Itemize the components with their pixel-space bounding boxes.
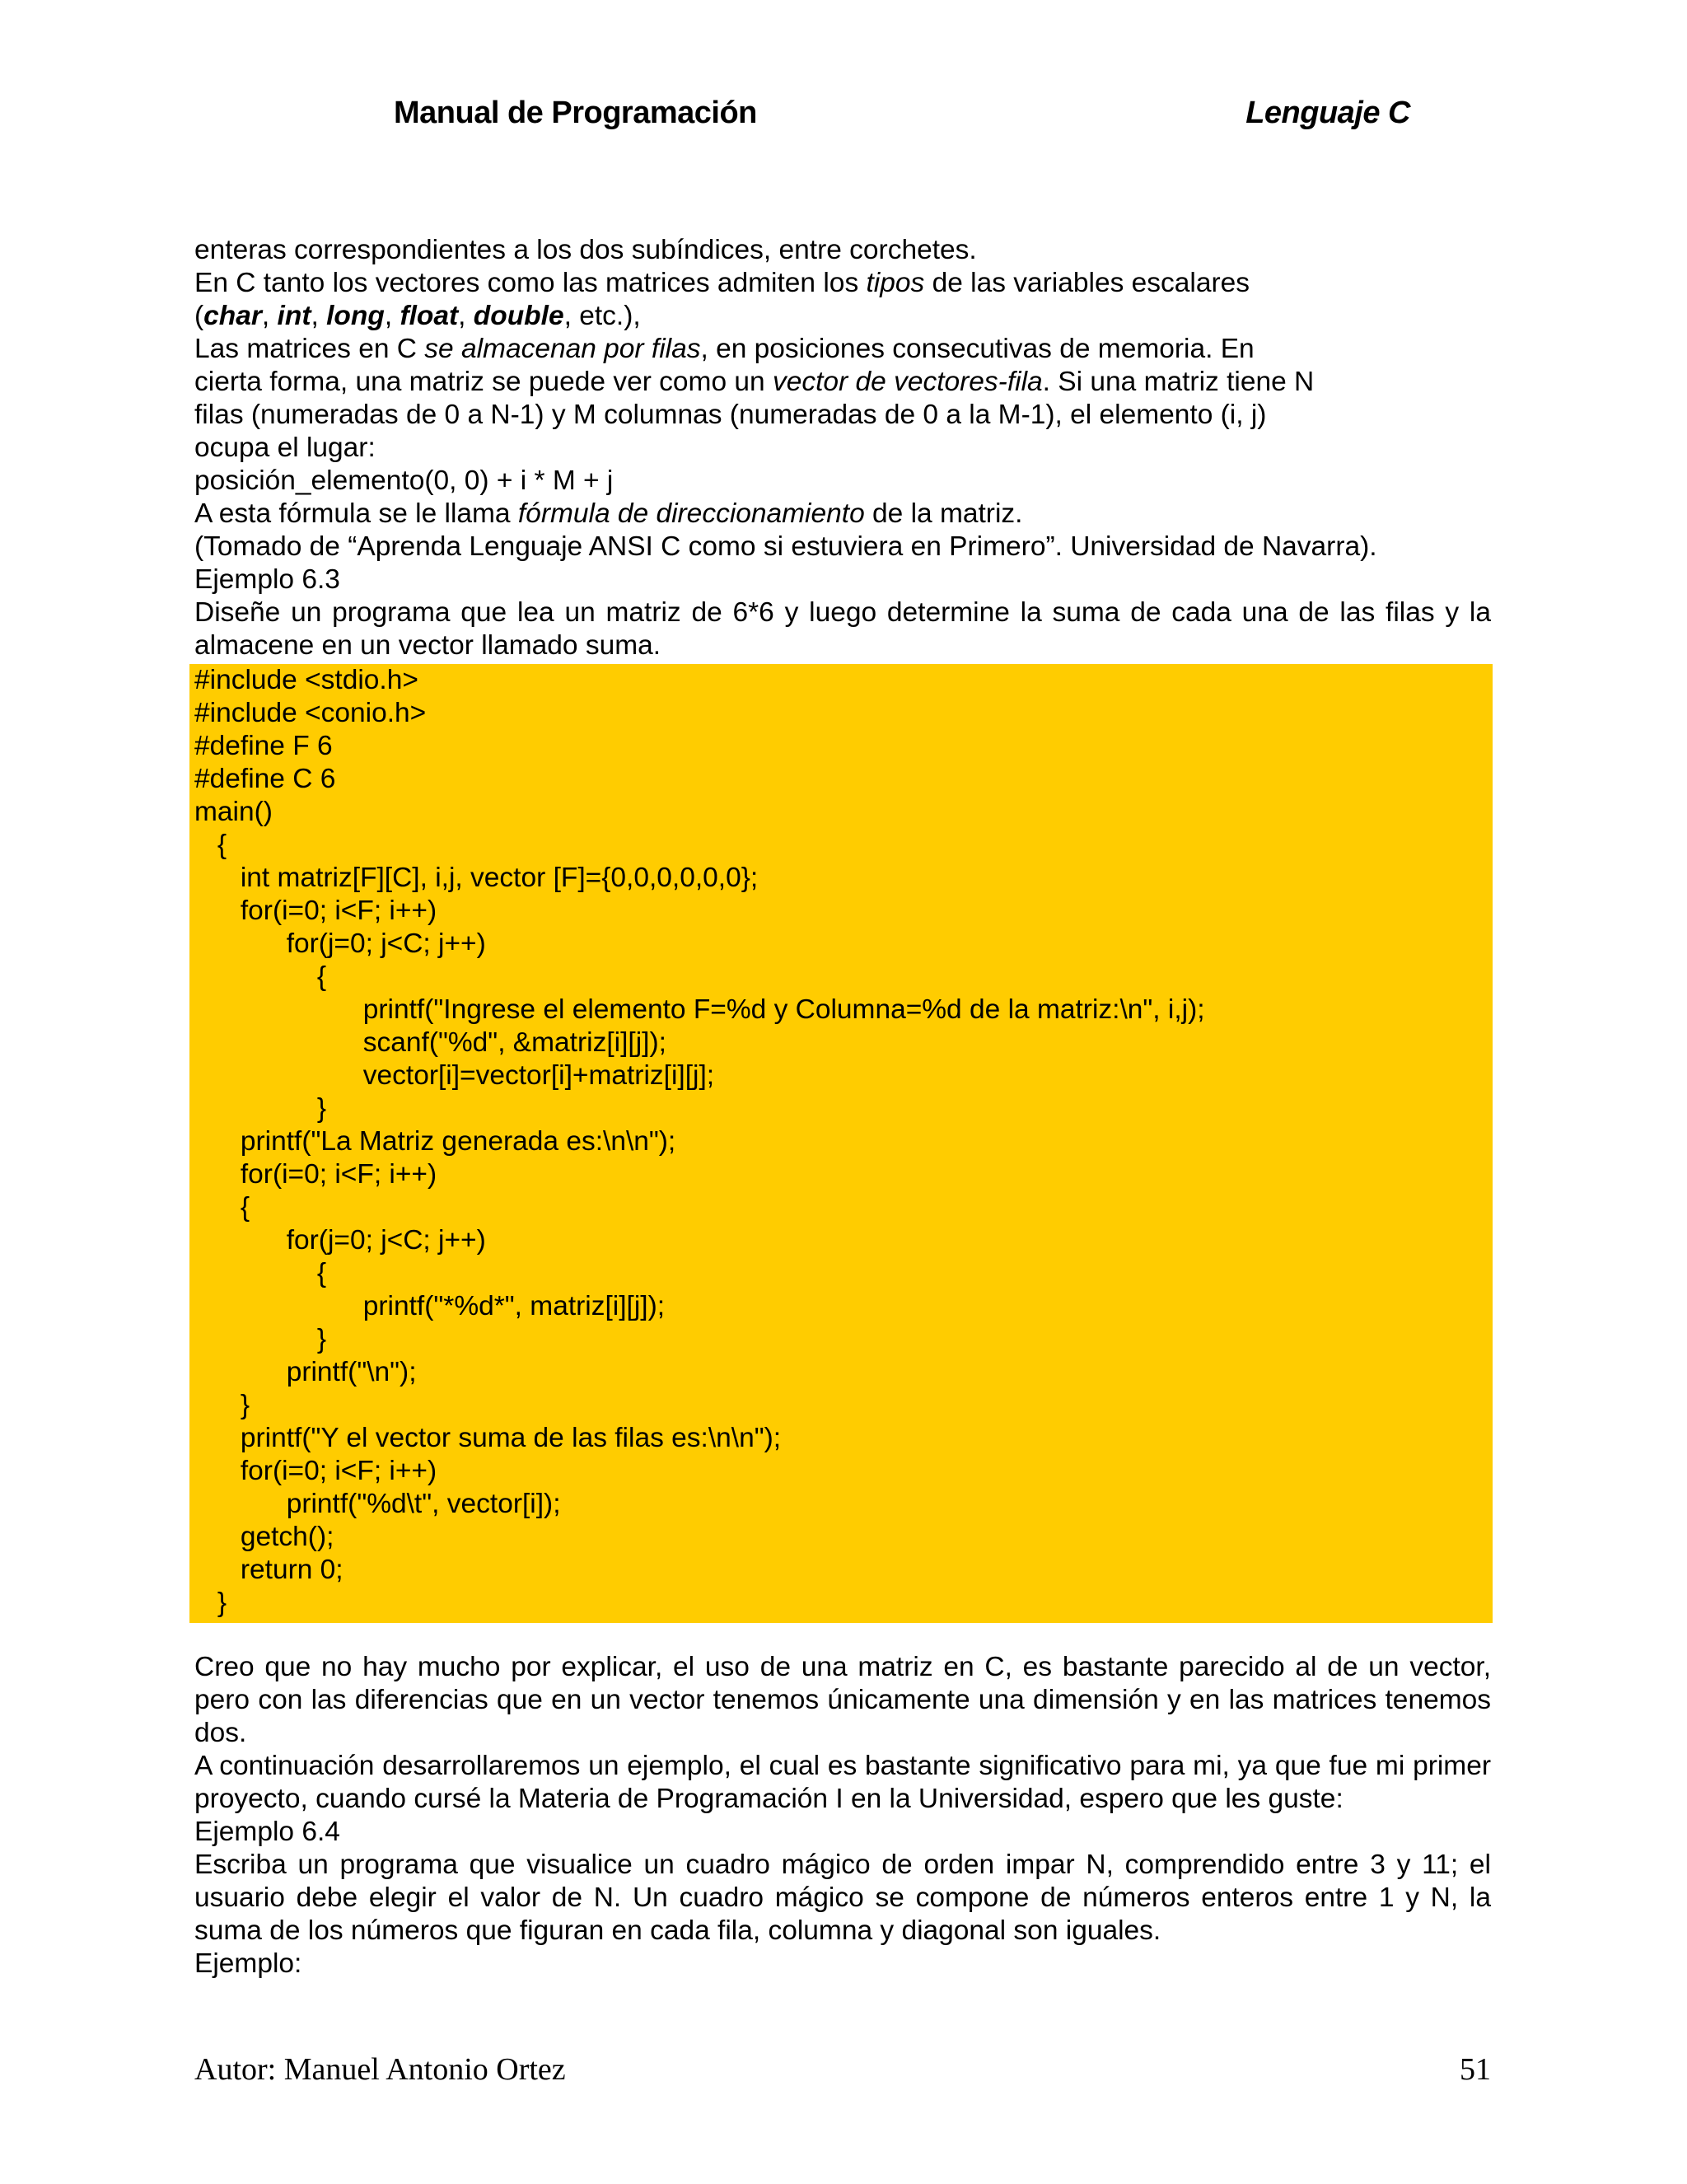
formula-line: posición_elemento(0, 0) + i * M + j	[194, 465, 614, 496]
text-span: de las variables escalares	[924, 268, 1250, 298]
code-line: printf("*%d*", matriz[i][j]);	[194, 1291, 666, 1321]
text-span: cierta forma, una matriz se puede ver como un	[194, 367, 773, 397]
text-span: ,	[458, 301, 474, 331]
code-line: printf("\n");	[194, 1357, 417, 1387]
code-line: #define C 6	[194, 764, 336, 794]
code-line: {	[194, 961, 327, 992]
code-line: }	[194, 1093, 327, 1124]
intro-line	[194, 300, 1491, 333]
code-line: }	[194, 1324, 327, 1354]
code-line: {	[194, 1192, 250, 1223]
intro-line	[194, 498, 1491, 531]
code-line: #include <conio.h>	[194, 698, 427, 728]
code-line: printf("Y el vector suma de las filas es:\n\n");	[194, 1423, 782, 1453]
text-span: ,	[261, 301, 278, 331]
italic-span: vector de vectores-fila	[772, 367, 1043, 397]
italic-span: tipos	[866, 268, 925, 298]
text-span: , en posiciones consecutivas de memoria. En	[700, 334, 1255, 364]
text-span: (	[194, 301, 204, 331]
code-line: printf("%d\t", vector[i]);	[194, 1489, 561, 1519]
text-span: , etc.),	[563, 301, 641, 331]
type-keyword: char	[203, 301, 262, 331]
example-description: Diseñe un programa que lea un matriz de 6*6 y luego determine la suma de cada una de las filas y la almacene en un vector llamado suma.	[194, 597, 1491, 661]
text-span: A esta fórmula se le llama	[194, 498, 518, 529]
code-line: scanf("%d", &matriz[i][j]);	[194, 1027, 666, 1058]
paragraph: Creo que no hay mucho por explicar, el uso de una matriz en C, es bastante parecido al de un vector, pero con las diferencias que en un vector tenemos únicamente una dimensión y en las matrices tenemos dos.	[194, 1652, 1491, 1748]
code-line: for(i=0; i<F; i++)	[194, 896, 437, 926]
text-span: En C tanto los vectores como las matrices admiten los	[194, 268, 867, 298]
code-line: #include <stdio.h>	[194, 665, 418, 695]
code-line: main()	[194, 797, 273, 827]
code-line: #define F 6	[194, 731, 333, 761]
example-description: Escriba un programa que visualice un cuadro mágico de orden impar N, comprendido entre 3 y 11; el usuario debe elegir el valor de N. Un cuadro mágico se compone de números enteros entre 1 y N, la suma de los números que figuran en cada fila, columna y diagonal son iguales.	[194, 1850, 1491, 1946]
italic-span: se almacenan por filas	[424, 334, 701, 364]
type-keyword: long	[326, 301, 385, 331]
intro-line: filas (numeradas de 0 a N-1) y M columnas (numeradas de 0 a la M-1), el elemento (i, j)	[194, 400, 1267, 430]
code-line: for(i=0; i<F; i++)	[194, 1456, 437, 1486]
intro-line: ocupa el lugar:	[194, 433, 376, 463]
paragraph: A continuación desarrollaremos un ejemplo, el cual es bastante significativo para mi, ya que fue mi primer proyecto, cuando cursé la Materia de Programación I en la Universidad, espero que les guste:	[194, 1751, 1491, 1814]
code-line: for(i=0; i<F; i++)	[194, 1159, 437, 1190]
intro-line	[194, 366, 1491, 399]
intro-line	[194, 267, 1491, 300]
intro-text	[194, 234, 1491, 662]
header-title: Manual de Programación	[394, 96, 757, 130]
code-line: }	[194, 1390, 250, 1420]
type-keyword: int	[277, 301, 311, 331]
code-line: {	[194, 830, 227, 860]
text-span: de la matriz.	[864, 498, 1023, 529]
text-span: Las matrices en C	[194, 334, 425, 364]
text-span: ,	[311, 301, 327, 331]
type-keyword: double	[473, 301, 564, 331]
citation-line: (Tomado de “Aprenda Lenguaje ANSI C como si estuviera en Primero”. Universidad de Navarra).	[194, 531, 1377, 562]
intro-line	[194, 333, 1491, 366]
code-line: {	[194, 1258, 327, 1288]
code-line: int matriz[F][C], i,j, vector [F]={0,0,0,0,0,0};	[194, 863, 759, 893]
example-heading: Ejemplo 6.3	[194, 564, 340, 595]
code-line: printf("La Matriz generada es:\n\n");	[194, 1126, 676, 1157]
text-span: ,	[384, 301, 400, 331]
code-listing	[189, 664, 1493, 1623]
code-line: printf("Ingrese el elemento F=%d y Columna=%d de la matriz:\n", i,j);	[194, 994, 1205, 1025]
code-line: for(j=0; j<C; j++)	[194, 1225, 486, 1256]
code-line: getch();	[194, 1522, 334, 1552]
code-line: for(j=0; j<C; j++)	[194, 928, 486, 959]
footer-author: Autor: Manuel Antonio Ortez	[194, 2052, 566, 2087]
intro-line: enteras correspondientes a los dos subíndices, entre corchetes.	[194, 235, 977, 265]
code-line: vector[i]=vector[i]+matriz[i][j];	[194, 1060, 715, 1091]
header-subject: Lenguaje C	[1245, 96, 1410, 130]
code-line: return 0;	[194, 1555, 343, 1585]
italic-span: fórmula de direccionamiento	[517, 498, 865, 529]
text-span: . Si una matriz tiene N	[1042, 367, 1315, 397]
type-keyword: float	[400, 301, 459, 331]
example-heading: Ejemplo 6.4	[194, 1817, 340, 1847]
example-label: Ejemplo:	[194, 1948, 302, 1979]
outro-text	[194, 1651, 1491, 1981]
code-line: }	[194, 1588, 227, 1618]
page-number: 51	[1460, 2052, 1491, 2087]
